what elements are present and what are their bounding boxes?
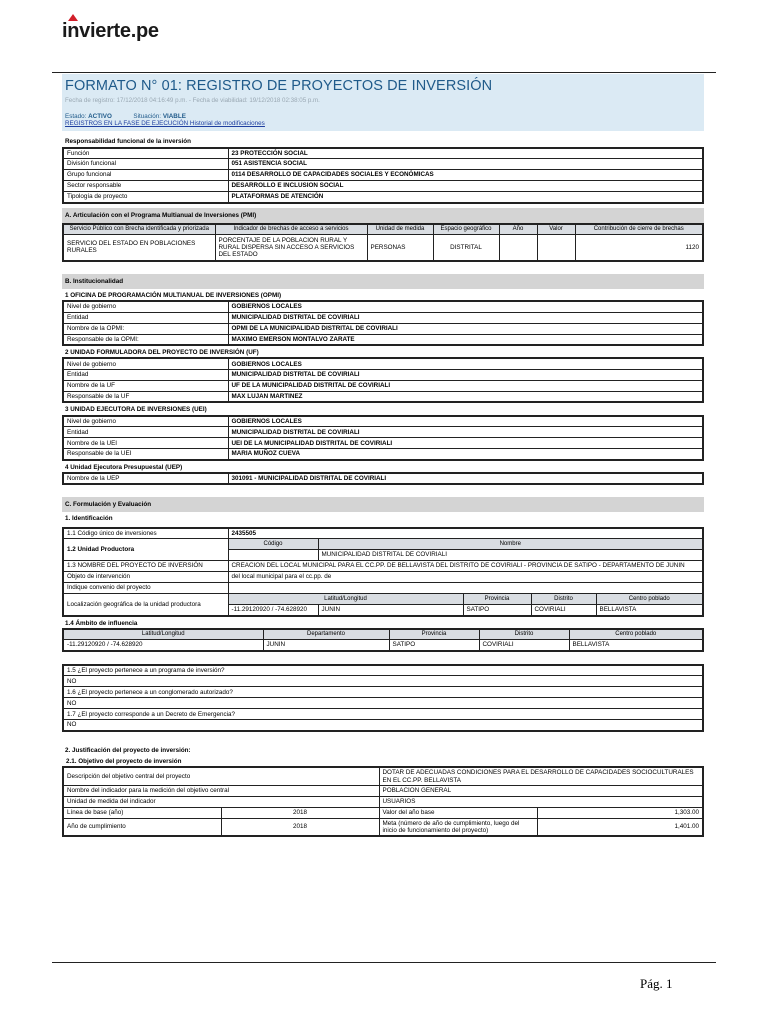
anio-cumplimiento-row — [63, 818, 703, 836]
valor-base-label: Valor del año base — [379, 807, 537, 818]
uf-row — [63, 391, 703, 402]
uei-table — [62, 415, 704, 461]
pmi-header-cell: Valor — [537, 224, 575, 235]
ambito-cell: BELLAVISTA — [569, 640, 703, 651]
uf-value: MUNICIPALIDAD DISTRITAL DE COVIRIALI — [228, 369, 703, 380]
uei-row — [63, 449, 703, 460]
codigo-label: 1.1 Código único de inversiones — [63, 528, 228, 539]
loc-distrito: COVIRIALI — [531, 605, 596, 616]
responsabilidad-value: PLATAFORMAS DE ATENCIÓN — [228, 192, 703, 203]
question-text: 1.7 ¿El proyecto corresponde a un Decreto de Emergencia? — [63, 709, 703, 720]
loc-centro-poblado: BELLAVISTA — [596, 605, 703, 616]
uf-row — [63, 380, 703, 391]
uf-value: GOBIERNOS LOCALES — [228, 358, 703, 369]
section-pmi: A. Articulación con el Programa Multianual de Inversiones (PMI) — [62, 208, 704, 223]
justificacion-label: 2. Justificación del proyecto de inversión: — [65, 746, 191, 754]
uf-row — [63, 369, 703, 380]
pmi-header-cell: Año — [499, 224, 537, 235]
ambito-header-cell: Centro poblado — [569, 629, 703, 640]
loc-departamento: JUNIN — [318, 605, 463, 616]
uei-value: UEI DE LA MUNICIPALIDAD DISTRITAL DE COVIRIALI — [228, 438, 703, 449]
ambito-cell: -11.29120920 / -74.628920 — [63, 640, 263, 651]
pmi-header-cell: Servicio Público con Brecha identificada y priorizada — [63, 224, 215, 235]
uf-label: Responsable de la UF — [63, 391, 228, 402]
uep-table — [62, 472, 704, 485]
indicador-row — [63, 785, 703, 796]
pmi-header-cell: Espacio geográfico — [433, 224, 499, 235]
identificacion-label: 1. Identificación — [65, 515, 113, 523]
indicador-label: Nombre del indicador para la medición del objetivo central — [63, 785, 379, 796]
opmi-label: Responsable de la OPMI: — [63, 334, 228, 345]
objetivo-label: 2.1. Objetivo del proyecto de inversión — [66, 758, 182, 766]
ambito-header-row — [63, 629, 703, 640]
opmi-table — [62, 300, 704, 346]
uf-label: Entidad — [63, 369, 228, 380]
ambito-data-row — [63, 640, 703, 651]
answer-text: NO — [63, 698, 703, 709]
responsabilidad-row — [63, 148, 703, 159]
question-row — [63, 709, 703, 720]
unidad-header-codigo: Código — [228, 539, 318, 550]
anio-cumplimiento-value: 2018 — [221, 818, 379, 836]
pmi-data-row — [63, 235, 703, 261]
status-line — [65, 113, 701, 120]
responsabilidad-label: Tipología de proyecto — [63, 192, 228, 203]
loc-latlon: -11.29120920 / -74.628920 — [228, 605, 318, 616]
pmi-cell: PERSONAS — [367, 235, 433, 261]
responsabilidad-row — [63, 159, 703, 170]
ambito-cell: COVIRIALI — [479, 640, 569, 651]
convenio-label: Indique convenio del proyecto — [63, 583, 228, 594]
unidad-label: 1.2 Unidad Productora — [63, 539, 228, 561]
opmi-label: Nivel de gobierno — [63, 301, 228, 312]
estado-value: ACTIVO — [88, 112, 112, 120]
uei-value: MUNICIPALIDAD DISTRITAL DE COVIRIALI — [228, 427, 703, 438]
uf-row — [63, 358, 703, 369]
nombre-label: 1.3 NOMBRE DEL PROYECTO DE INVERSIÓN — [63, 561, 228, 572]
opmi-label: Entidad — [63, 312, 228, 323]
opmi-label: Nombre de la OPMI: — [63, 323, 228, 334]
meta-value: 1,401.00 — [537, 818, 703, 836]
responsabilidad-value: DESARROLLO E INCLUSION SOCIAL — [228, 181, 703, 192]
logo-text: invierte.pe — [62, 20, 159, 42]
uf-label: Nombre de la UF — [63, 380, 228, 391]
loc-header: Provincia — [463, 594, 531, 605]
uei-label: Entidad — [63, 427, 228, 438]
desc-row — [63, 767, 703, 785]
uf-table — [62, 357, 704, 403]
nombre-row — [63, 561, 703, 572]
bottom-divider — [52, 962, 716, 963]
valor-base-value: 1,303.00 — [537, 807, 703, 818]
situacion-value: VIABLE — [162, 112, 186, 120]
pmi-header-cell: Unidad de medida — [367, 224, 433, 235]
uep-row — [63, 473, 703, 484]
indicador-value: POBLACION GENERAL — [379, 785, 703, 796]
uei-value: MARIA MUÑOZ CUEVA — [228, 449, 703, 460]
codigo-row — [63, 528, 703, 539]
unidad-medida-value: USUARIOS — [379, 796, 703, 807]
responsabilidad-label: Función — [63, 148, 228, 159]
opmi-value: MAXIMO EMERSON MONTALVO ZARATE — [228, 334, 703, 345]
pmi-cell: PORCENTAJE DE LA POBLACION RURAL Y RURAL DISPERSA SIN ACCESO A SERVICIOS DEL ESTADO — [215, 235, 367, 261]
responsabilidad-value: 051 ASISTENCIA SOCIAL — [228, 159, 703, 170]
question-row — [63, 687, 703, 698]
page-number: Pág. 1 — [640, 976, 673, 991]
responsabilidad-value: 0114 DESARROLLO DE CAPACIDADES SOCIALES Y ECONÓMICAS — [228, 170, 703, 181]
uep-value: 301091 - MUNICIPALIDAD DISTRITAL DE COVIRIALI — [228, 473, 703, 484]
uf-label: 2 UNIDAD FORMULADORA DEL PROYECTO DE INVERSIÓN (UF) — [65, 349, 259, 357]
ambito-cell: JUNIN — [263, 640, 389, 651]
responsabilidad-label: Sector responsable — [63, 181, 228, 192]
situacion-label: Situación: — [133, 112, 162, 120]
uei-label: Nombre de la UEI — [63, 438, 228, 449]
identificacion-table — [62, 527, 704, 617]
responsabilidad-value: 23 PROTECCIÓN SOCIAL — [228, 148, 703, 159]
meta-label: Meta (número de año de cumplimiento, luego del inicio de funcionamiento del proyecto) — [379, 818, 537, 836]
opmi-row — [63, 312, 703, 323]
answer-text: NO — [63, 720, 703, 731]
pmi-cell — [537, 235, 575, 261]
unidad-medida-label: Unidad de medida del indicador — [63, 796, 379, 807]
section-institucionalidad: B. Institucionalidad — [62, 274, 704, 289]
pmi-header-cell: Indicador de brechas de acceso a servicios — [215, 224, 367, 235]
linea-base-value: 2018 — [221, 807, 379, 818]
objeto-value: del local municipal para el cc.pp. de — [228, 572, 703, 583]
unidad-codigo — [228, 550, 318, 561]
ambito-cell: SATIPO — [389, 640, 479, 651]
pmi-table — [62, 223, 704, 262]
page-title: FORMATO N° 01: REGISTRO DE PROYECTOS DE INVERSIÓN — [65, 78, 493, 94]
link-registros-ejecucion[interactable]: REGISTROS EN LA FASE DE EJECUCIÓN — [65, 120, 189, 128]
uf-value: UF DE LA MUNICIPALIDAD DISTRITAL DE COVIRIALI — [228, 380, 703, 391]
responsabilidad-row — [63, 192, 703, 203]
opmi-row — [63, 301, 703, 312]
uei-label: Responsable de la UEI — [63, 449, 228, 460]
dates-line: Fecha de registro: 17/12/2018 04:16:49 p.m. - Fecha de viabilidad: 19/12/2018 02:38:05 p.m. — [65, 96, 320, 104]
header-panel — [62, 74, 704, 131]
responsabilidad-row — [63, 170, 703, 181]
answer-row — [63, 676, 703, 687]
ambito-label: 1.4 Ámbito de influencia — [65, 619, 138, 627]
uei-value: GOBIERNOS LOCALES — [228, 416, 703, 427]
pmi-cell: 1120 — [575, 235, 703, 261]
loc-header: Distrito — [531, 594, 596, 605]
answer-row — [63, 720, 703, 731]
desc-value: DOTAR DE ADECUADAS CONDICIONES PARA EL DESARROLLO DE CAPACIDADES SOCIOCULTURALES EN EL CC.PP. BELLAVISTA — [379, 767, 703, 785]
uei-label: Nivel de gobierno — [63, 416, 228, 427]
opmi-value: GOBIERNOS LOCALES — [228, 301, 703, 312]
answer-text: NO — [63, 676, 703, 687]
anio-cumplimiento-label: Año de cumplimiento — [63, 818, 221, 836]
linea-base-row — [63, 807, 703, 818]
responsabilidad-label: Responsabilidad funcional de la inversión — [65, 138, 191, 146]
unidad-header-row — [63, 539, 703, 550]
loc-label: Localización geográfica de la unidad productora — [63, 594, 228, 616]
uep-label: 4 Unidad Ejecutora Presupuestal (UEP) — [65, 463, 183, 471]
uei-row — [63, 427, 703, 438]
loc-provincia: SATIPO — [463, 605, 531, 616]
questions-table — [62, 664, 704, 732]
loc-header-row — [63, 594, 703, 605]
objetivo-table — [62, 766, 704, 837]
uei-label: 3 UNIDAD EJECUTORA DE INVERSIONES (UEI) — [65, 406, 207, 414]
unidad-medida-row — [63, 796, 703, 807]
uf-value: MAX LUJAN MARTINEZ — [228, 391, 703, 402]
loc-header: Centro poblado — [596, 594, 703, 605]
ambito-header-cell: Latitud/Longitud — [63, 629, 263, 640]
section-formulacion: C. Formulación y Evaluación — [62, 497, 704, 512]
responsabilidad-label: Grupo funcional — [63, 170, 228, 181]
uei-row — [63, 416, 703, 427]
convenio-value — [228, 583, 703, 594]
question-text: 1.6 ¿El proyecto pertenece a un conglomerado autorizado? — [63, 687, 703, 698]
pmi-cell: SERVICIO DEL ESTADO EN POBLACIONES RURALES — [63, 235, 215, 261]
convenio-row — [63, 583, 703, 594]
uei-row — [63, 438, 703, 449]
responsabilidad-row — [63, 181, 703, 192]
pmi-cell — [499, 235, 537, 261]
uf-label: Nivel de gobierno — [63, 358, 228, 369]
objeto-row — [63, 572, 703, 583]
estado-label: Estado: — [65, 112, 87, 120]
uep-label: Nombre de la UEP — [63, 473, 228, 484]
ambito-header-cell: Provincia — [389, 629, 479, 640]
objeto-label: Objeto de intervención — [63, 572, 228, 583]
pmi-header-row — [63, 224, 703, 235]
loc-header: Latitud/Longitud — [228, 594, 463, 605]
ambito-header-cell: Departamento — [263, 629, 389, 640]
answer-row — [63, 698, 703, 709]
pmi-cell: DISTRITAL — [433, 235, 499, 261]
top-divider — [52, 72, 716, 73]
unidad-nombre: MUNICIPALIDAD DISTRITAL DE COVIRIALI — [318, 550, 703, 561]
ambito-table — [62, 628, 704, 652]
nombre-value: CREACION DEL LOCAL MUNICIPAL PARA EL CC.PP. DE BELLAVISTA DEL DISTRITO DE COVIRIALI - PROVINCIA DE SATIPO - DEPARTAMENTO DE JUNIN — [228, 561, 703, 572]
responsabilidad-table — [62, 147, 704, 204]
opmi-label: 1 OFICINA DE PROGRAMACIÓN MULTIANUAL DE INVERSIONES (OPMI) — [65, 291, 282, 299]
linea-base-label: Línea de base (año) — [63, 807, 221, 818]
ambito-header-cell: Distrito — [479, 629, 569, 640]
codigo-value: 2435505 — [228, 528, 703, 539]
desc-label: Descripción del objetivo central del proyecto — [63, 767, 379, 785]
opmi-row — [63, 334, 703, 345]
pmi-header-cell: Contribución de cierre de brechas — [575, 224, 703, 235]
question-row — [63, 665, 703, 676]
document-body — [62, 74, 704, 837]
opmi-value: OPMI DE LA MUNICIPALIDAD DISTRITAL DE COVIRIALI — [228, 323, 703, 334]
question-text: 1.5 ¿El proyecto pertenece a un programa de inversión? — [63, 665, 703, 676]
link-historial-modificaciones[interactable]: Historial de modificaciones — [189, 120, 265, 128]
unidad-header-nombre: Nombre — [318, 539, 703, 550]
opmi-value: MUNICIPALIDAD DISTRITAL DE COVIRIALI — [228, 312, 703, 323]
links-line — [65, 120, 701, 127]
opmi-row — [63, 323, 703, 334]
responsabilidad-label: División funcional — [63, 159, 228, 170]
